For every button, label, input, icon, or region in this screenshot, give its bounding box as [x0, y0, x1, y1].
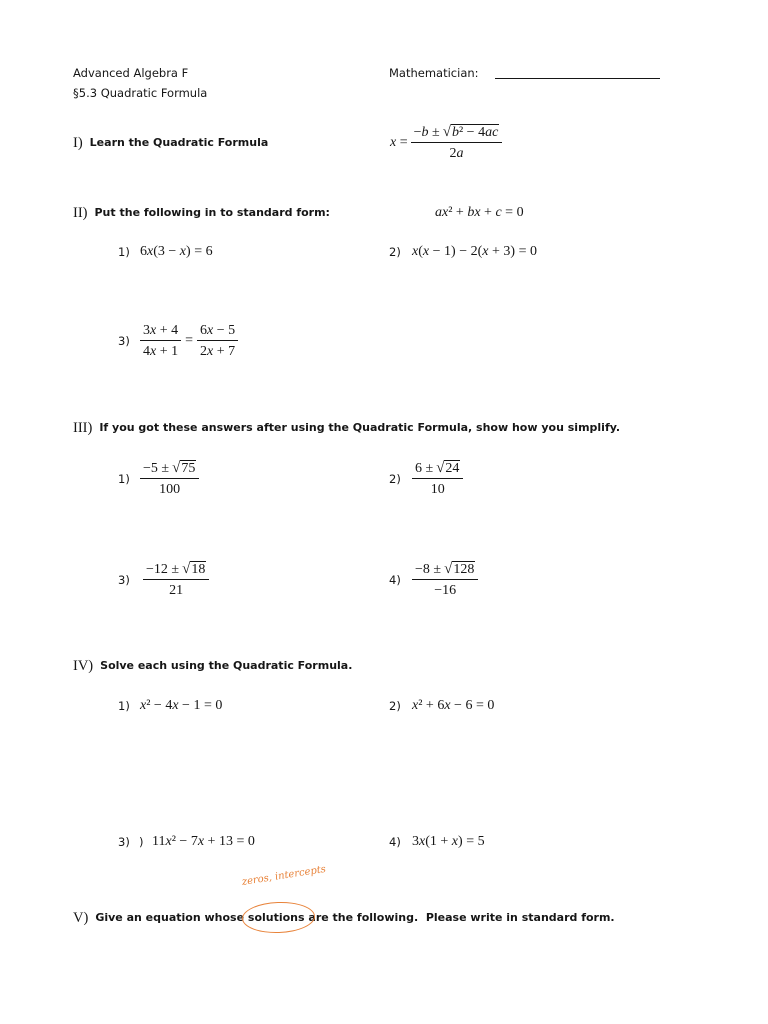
problem-expression: 11x² − 7x + 13 = 0: [152, 834, 255, 849]
handwritten-note: zeros, intercepts: [241, 863, 327, 889]
math-variable: x: [474, 205, 481, 220]
right-fraction: [197, 322, 238, 360]
math-variable: a: [435, 205, 442, 220]
problem: [389, 698, 494, 714]
part-title: Solve each using the Quadratic Formula.: [100, 659, 353, 672]
problem-expression: x² − 4x − 1 = 0: [140, 698, 223, 713]
math-variable: x: [419, 834, 426, 849]
problem: [389, 459, 463, 499]
radical-sign: √: [444, 561, 453, 577]
radicand: 24: [445, 461, 460, 476]
math-variable: x: [444, 698, 451, 713]
math-variable: x: [165, 834, 172, 849]
math-variable: x: [147, 244, 154, 259]
part-title: If you got these answers after using the Quadratic Formula, show how you simplify.: [99, 421, 621, 434]
numerator: 3x + 4: [140, 322, 181, 341]
problem-expression: 6x(3 − x) = 6: [140, 244, 213, 259]
problem-number: 2): [389, 245, 401, 259]
part-4-heading: [73, 658, 352, 674]
problem-number: 1): [118, 699, 130, 713]
problem: [118, 321, 238, 361]
equals-sign: =: [185, 333, 194, 348]
problem: [118, 560, 209, 600]
name-label: Mathematician:: [389, 66, 479, 80]
radical-sign: √: [182, 561, 191, 577]
formula-numerator: [411, 124, 503, 143]
title-end: are the following. Please write in standard form.: [304, 911, 615, 924]
numerator-prefix: −12 ±: [146, 562, 180, 577]
formula-radicand: b² − 4ac: [451, 125, 499, 140]
answer-fraction: [140, 460, 199, 498]
numerator: [143, 561, 209, 580]
denominator: 2x + 7: [200, 344, 236, 359]
part-numeral: IV): [73, 658, 94, 674]
numerator: [412, 460, 463, 479]
part-numeral: II): [73, 205, 88, 221]
math-variable: x: [412, 244, 419, 259]
part-1-heading: [73, 135, 268, 151]
problem-number: 3): [118, 334, 130, 348]
problem-expression: x² + 6x − 6 = 0: [412, 698, 495, 713]
math-variable: a: [485, 125, 493, 140]
problem: [389, 560, 478, 600]
radicand: 75: [181, 461, 196, 476]
problem-expression: 3x(1 + x) = 5: [412, 834, 485, 849]
part-title: Put the following in to standard form:: [94, 206, 330, 219]
math-variable: x: [207, 344, 214, 359]
math-variable: b: [467, 205, 475, 220]
part-title: [95, 863, 615, 926]
math-variable: x: [197, 834, 205, 849]
denominator: 4x + 1: [143, 344, 179, 359]
math-variable: x: [207, 323, 214, 338]
math-variable: x: [412, 698, 419, 713]
numerator-prefix: 6 ±: [415, 461, 434, 476]
problem-expression: x(x − 1) − 2(x + 3) = 0: [412, 244, 537, 259]
math-variable: x: [482, 244, 489, 259]
radical-sign: √: [436, 460, 445, 476]
numerator-prefix: −8 ±: [415, 562, 442, 577]
problem: [389, 244, 537, 260]
formula-denominator: 2a: [449, 146, 464, 161]
math-variable: x: [150, 323, 157, 338]
denominator: −16: [434, 583, 457, 598]
math-variable: a: [456, 146, 464, 161]
part-numeral: I): [73, 135, 83, 151]
math-variable: x: [140, 698, 147, 713]
problem: [118, 244, 213, 260]
answer-fraction: [412, 460, 463, 498]
part-title: Learn the Quadratic Formula: [89, 136, 269, 149]
math-variable: c: [495, 205, 502, 220]
numerator: [412, 561, 478, 580]
part-2-heading: [73, 205, 330, 221]
course-title: Advanced Algebra F: [73, 66, 189, 80]
radical-sign: √: [442, 124, 451, 140]
problem: [118, 698, 222, 714]
problem-number: 2): [389, 699, 401, 713]
problem-number: 3): [118, 573, 130, 587]
problem: [118, 834, 255, 850]
denominator: 10: [430, 482, 445, 497]
math-variable: x: [390, 135, 397, 150]
circled-word: [241, 863, 327, 926]
radicand: 128: [453, 562, 475, 577]
part-numeral: III): [73, 420, 93, 436]
problem-number: 1): [118, 245, 130, 259]
radicand: 18: [191, 562, 206, 577]
left-fraction: [140, 322, 181, 360]
answer-fraction: [143, 561, 209, 599]
problem-number: 2): [389, 472, 401, 486]
math-variable: x: [172, 698, 179, 713]
problem: [118, 459, 199, 499]
standard-form-equation: ax² + bx + c = 0: [435, 205, 524, 220]
part-5-heading: [73, 863, 615, 926]
numerator-prefix: −5 ±: [143, 461, 170, 476]
part-numeral: V): [73, 910, 89, 926]
math-variable: b: [451, 125, 459, 140]
stray-parenthesis: ): [139, 835, 144, 849]
numerator: 6x − 5: [197, 322, 238, 341]
formula-prefix: −b ±: [413, 125, 440, 140]
name-blank-line: [495, 70, 660, 79]
denominator: 100: [159, 482, 181, 497]
problem-number: 3): [118, 835, 130, 849]
numerator: [140, 460, 199, 479]
math-variable: x: [451, 834, 459, 849]
title-start: Give an equation whose: [95, 911, 248, 924]
circle-annotation: [241, 901, 315, 935]
part-3-heading: [73, 420, 620, 436]
problem-number: 4): [389, 573, 401, 587]
math-variable: x: [442, 205, 449, 220]
radical-sign: √: [172, 460, 181, 476]
problem-number: 1): [118, 472, 130, 486]
section-title: §5.3 Quadratic Formula: [73, 86, 208, 100]
math-variable: x: [179, 244, 187, 259]
math-variable: x: [150, 344, 157, 359]
answer-fraction: [412, 561, 478, 599]
math-variable: x: [422, 244, 430, 259]
circled-word-text: solutions: [247, 911, 305, 924]
formula-fraction: [411, 124, 503, 162]
denominator: 21: [169, 583, 184, 598]
problem: [389, 834, 485, 850]
math-variable: c: [492, 125, 499, 140]
problem-number: 4): [389, 835, 401, 849]
quadratic-formula: [390, 122, 502, 164]
formula-lhs: x =: [390, 135, 408, 150]
math-variable: b: [421, 125, 429, 140]
